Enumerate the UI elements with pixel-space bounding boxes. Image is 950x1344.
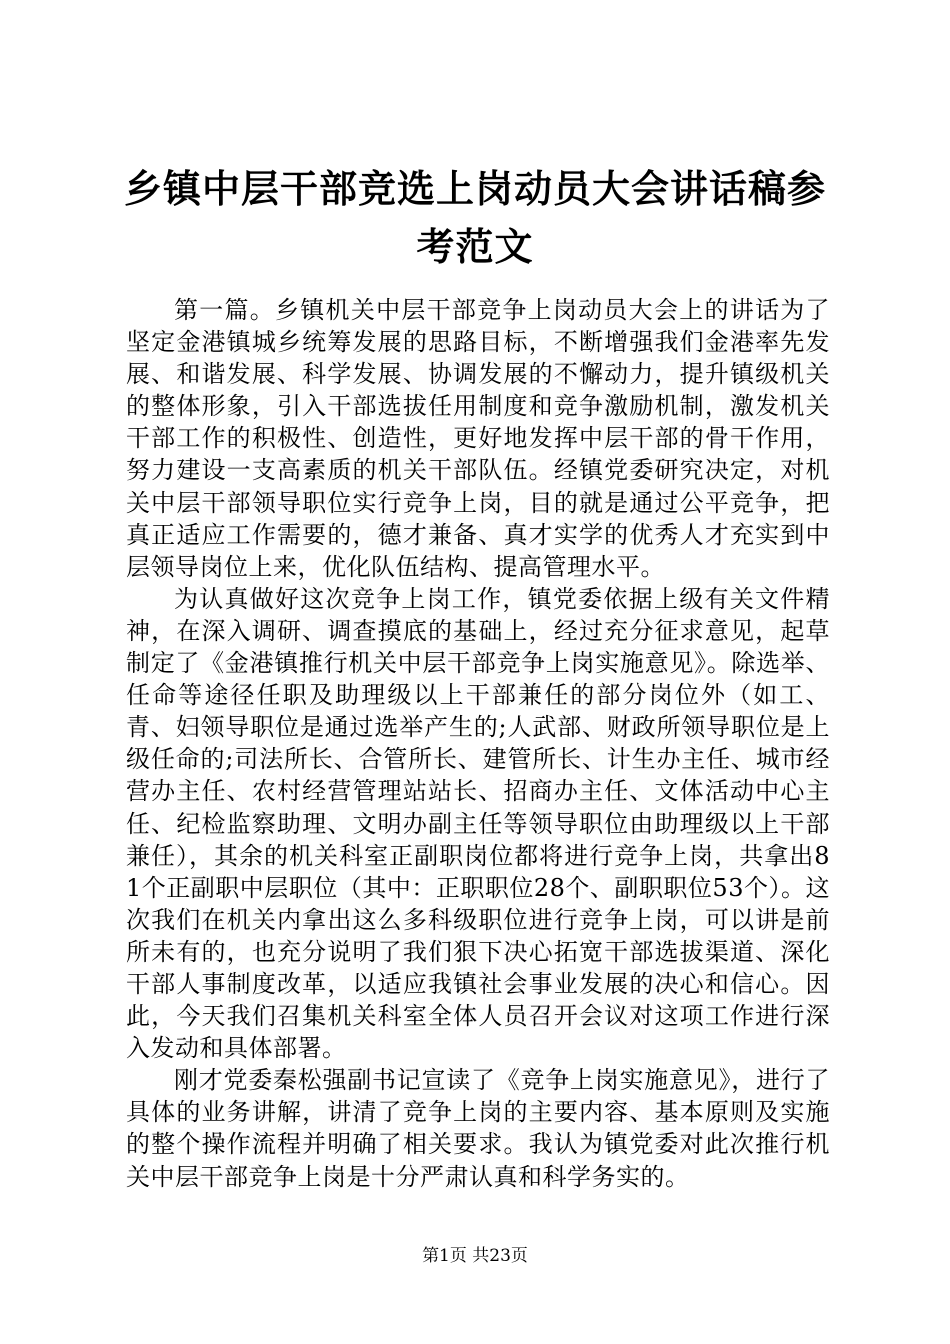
- paragraph-3: 刚才党委秦松强副书记宣读了《竞争上岗实施意见》，进行了具体的业务讲解，讲清了竞争上岗的主要内容、基本原则及实施的整个操作流程并明确了相关要求。我认为镇党委对此次推行机关中层干部竞争上岗是十分严肃认真和科学务实的。: [126, 1066, 830, 1191]
- document-title: 乡镇中层干部竞选上岗动员大会讲话稿参考范文: [123, 166, 826, 269]
- paragraph-2: 为认真做好这次竞争上岗工作，镇党委依据上级有关文件精神，在深入调研、调查摸底的基础上，经过充分征求意见，起草制定了《金港镇推行机关中层干部竞争上岗实施意见》。除选举、任命等途径任职及助理级以上干部兼任的部分岗位外（如工、青、妇领导职位是通过选举产生的;人武部、财政所领导职位是上级任命的;司法所长、合管所长、建管所长、计生办主任、城市经营办主任、农村经营管理站站长、招商办主任、文体活动中心主任、纪检监察助理、文明办副主任等领导职位由助理级以上干部兼任），其余的机关科室正副职岗位都将进行竞争上岗，共拿出81个正副职中层职位（其中：正职职位28个、副职职位53个）。这次我们在机关内拿出这么多科级职位进行竞争上岗，可以讲是前所未有的，也充分说明了我们狠下决心拓宽干部选拔渠道、深化干部人事制度改革，以适应我镇社会事业发展的决心和信心。因此，今天我们召集机关科室全体人员召开会议对这项工作进行深入发动和具体部署。: [126, 584, 830, 1063]
- paragraph-1: 第一篇。乡镇机关中层干部竞争上岗动员大会上的讲话为了坚定金港镇城乡统筹发展的思路目标，不断增强我们金港率先发展、和谐发展、科学发展、协调发展的不懈动力，提升镇级机关的整体形象，引入干部选拔任用制度和竞争激励机制，激发机关干部工作的积极性、创造性，更好地发挥中层干部的骨干作用，努力建设一支高素质的机关干部队伍。经镇党委研究决定，对机关中层干部领导职位实行竞争上岗，目的就是通过公平竞争，把真正适应工作需要的，德才兼备、真才实学的优秀人才充实到中层领导岗位上来，优化队伍结构、提高管理水平。: [126, 296, 830, 581]
- document-body: [126, 294, 830, 1193]
- page-footer: 第1页 共23页: [422, 1246, 528, 1266]
